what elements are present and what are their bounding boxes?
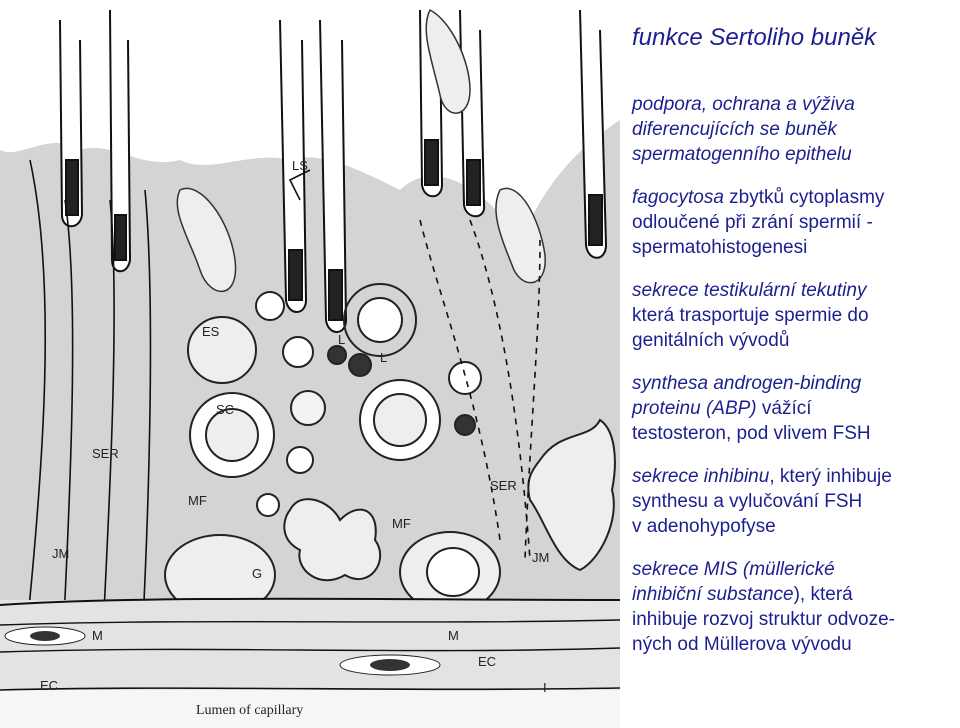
function-paragraph — [632, 371, 954, 446]
label-ls: LS — [292, 158, 308, 173]
function-text: inhibuje rozvoj struktur odvoze- — [632, 609, 895, 630]
function-text: sekrece inhibinu — [632, 466, 770, 487]
function-line — [632, 632, 954, 657]
label-ser-right: SER — [490, 478, 517, 493]
function-line — [632, 142, 954, 167]
label-ec-left: EC — [40, 678, 59, 693]
function-line — [632, 514, 954, 539]
function-text: v adenohypofyse — [632, 516, 776, 537]
function-text: diferencujících se buněk — [632, 119, 837, 140]
function-line — [632, 185, 954, 210]
function-text: spermatohistogenesi — [632, 237, 808, 258]
function-text: sekrece testikulární tekutiny — [632, 280, 867, 301]
function-line — [632, 396, 954, 421]
function-text: fagocytosa — [632, 187, 724, 208]
function-line — [632, 235, 954, 260]
function-paragraph — [632, 278, 954, 353]
function-text: proteinu (ABP) — [632, 398, 757, 419]
function-paragraph — [632, 557, 954, 657]
function-text: sekrece MIS (müllerické — [632, 559, 835, 580]
function-text: zbytků cytoplasmy — [723, 187, 885, 208]
function-line — [632, 607, 954, 632]
function-paragraph — [632, 185, 954, 260]
label-sc: SC — [216, 402, 235, 417]
function-text: testosteron, pod vlivem FSH — [632, 423, 871, 444]
function-paragraph — [632, 92, 954, 167]
function-text: inhibiční substance — [632, 584, 794, 605]
function-line — [632, 117, 954, 142]
capillary — [0, 599, 620, 728]
function-paragraph — [632, 464, 954, 539]
label-ec-right: EC — [478, 654, 497, 669]
function-line — [632, 278, 954, 303]
function-text: podpora, ochrana a výživa — [632, 94, 855, 115]
label-mf-left: MF — [188, 493, 207, 508]
function-line — [632, 92, 954, 117]
label-i: I — [543, 680, 547, 695]
label-mf-right: MF — [392, 516, 411, 531]
function-line — [632, 489, 954, 514]
function-line — [632, 328, 954, 353]
label-jm-left: JM — [52, 546, 70, 561]
label-ser-left: SER — [92, 446, 119, 461]
function-text: genitálních vývodů — [632, 330, 790, 351]
function-text: odloučené při zrání spermií - — [632, 212, 873, 233]
label-l-upper: L — [338, 332, 346, 347]
function-text: ných od Müllerova vývodu — [632, 634, 852, 655]
function-line — [632, 371, 954, 396]
function-line — [632, 557, 954, 582]
functions-panel — [632, 22, 954, 675]
function-list — [632, 92, 954, 657]
label-es: ES — [202, 324, 220, 339]
function-text: vážící — [756, 398, 812, 419]
function-text: spermatogenního epithelu — [632, 144, 852, 165]
panel-title: funkce Sertoliho buněk — [632, 24, 877, 51]
label-lumen-of-capillary: Lumen of capillary — [196, 703, 304, 718]
function-text: synthesu a vylučování FSH — [632, 491, 863, 512]
function-line — [632, 421, 954, 446]
label-m-right: M — [448, 628, 459, 643]
function-text: ), která — [793, 584, 853, 605]
function-text: která trasportuje spermie do — [632, 305, 869, 326]
function-line — [632, 464, 954, 489]
label-jm-right: JM — [532, 550, 550, 565]
function-line — [632, 303, 954, 328]
function-text: synthesa androgen-binding — [632, 373, 862, 394]
label-g: G — [252, 566, 263, 581]
function-line — [632, 582, 954, 607]
function-text: , který inhibuje — [769, 466, 892, 487]
label-l-lower: L — [380, 350, 388, 365]
label-m-left: M — [92, 628, 103, 643]
function-line — [632, 210, 954, 235]
